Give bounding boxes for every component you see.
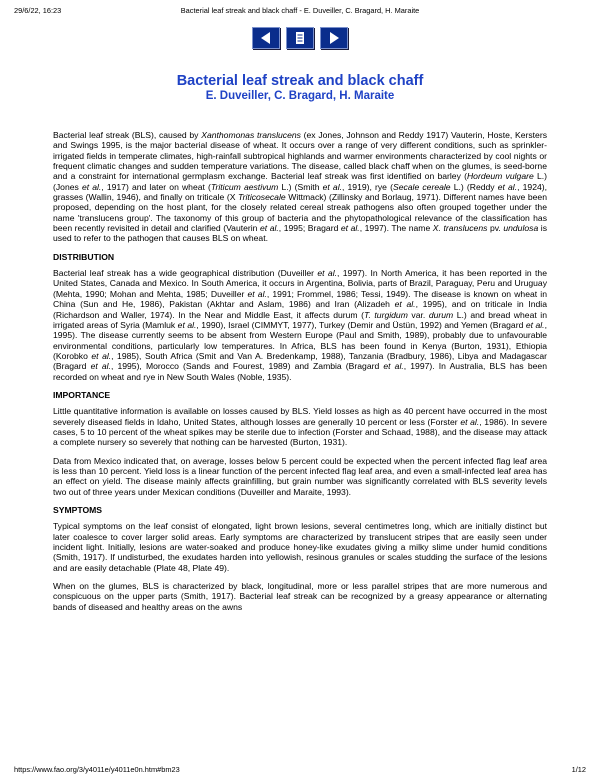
italic-term: Triticum aestivum [210,181,279,192]
section-heading-importance: IMPORTANCE [53,389,111,400]
print-header [14,6,586,18]
section-heading-distribution: DISTRIBUTION [53,251,115,262]
italic-term: Secale cereale [392,181,451,192]
italic-term: Xanthomonas translucens [201,130,301,140]
italic-term: et al. [497,181,518,192]
contents-icon [287,28,313,48]
italic-term: et al. [525,319,545,330]
print-footer [14,765,586,777]
section-heading-symptoms: SYMPTOMS [53,505,103,515]
italic-term: et al. [340,223,360,234]
article-title: Bacterial leaf streak and black chaff [176,73,424,89]
italic-term: et al. [383,361,404,372]
italic-term: et al. [322,181,342,192]
article-authors: E. Duveiller, C. Bragard, H. Maraite [205,90,395,102]
italic-term: T. turgidum [364,309,408,320]
italic-term: X. translucens [432,223,488,234]
left-arrow-icon [253,28,279,48]
italic-term: durum [428,309,454,320]
page-url: https://www.fao.org/3/y4011e/y4011e0n.htm#bm23 [14,765,180,774]
right-arrow-icon [321,28,347,48]
page-number: 1/12 [571,765,586,774]
symptoms-paragraph-2: When on the glumes, BLS is characterized by black, longitudinal, more or less parallel stripes that are more numerous and conspicuous on the upper parts (Smith, 1917). Bacterial leaf streak can be recognized by a greasy appearance or alternating bands of diseased and healthy areas on the awns [53,581,547,612]
symptoms-paragraph-1: Typical symptoms on the leaf consist of elongated, light brown lesions, several centimetres long, which are initially distinct but later coalesce to cover larger solid areas. Early symptoms are characterized by translucent stripes that are easily seen under incident light. Initially, lesions are water-soaked and produce honey-like exudates giving a milky slime under humid conditions (Smith, 1917). If undisturbed, the exudates harden into yellowish, resinous granules or scales studding the surface of the lesions and are easily detachable (Plate 48, Plate 49). [53,521,547,573]
importance-paragraph-1: Little quantitative information is available on losses caused by BLS. Yield losses as high as 40 percent have occurred in the most severely diseased fields in Idaho, United States, although losses are generally 10 percent or less (Forster et al., 1986). In severe cases, 5 to 10 percent of the wheat spikes may be sterile due to infection (Forster and Schaad, 1988), and the disease may attack a complete nursery so severely that nothing can be harvested (Burton, 1931). [53,406,547,448]
italic-term: et al. [317,268,338,279]
navigation-bar [0,27,600,49]
italic-term: et al. [90,361,111,372]
italic-term: undulosa [503,223,539,234]
italic-term: et al. [91,350,112,361]
article-body [53,130,547,620]
importance-paragraph-2: Data from Mexico indicated that, on average, losses below 5 percent could be expected when the percent infected flag leaf area is less than 10 percent. Yield loss is a linear function of the percent infected flag leaf area, and even a small-infected leaf area has an effect on yield. The disease mainly affects grainfilling, but grain number was significantly correlated with BLS severity levels two out of three years under Mexican conditions (Duveiller and Maraite, 1993). [53,455,547,497]
italic-term: et al. [260,223,279,234]
italic-term: et al. [394,299,416,310]
italic-term: et al. [460,416,480,427]
next-page-button[interactable] [320,27,348,49]
italic-term: et al. [177,319,197,330]
intro-paragraph: Bacterial leaf streak (BLS), caused by Xanthomonas translucens (ex Jones, Johnson and Reddy 1917) Vauterin, Hoste, Kersters and Swings 1995, is the major bacterial disease of wheat. It occurs over a range of very different conditions, such as sprinkler-irrigated fields in temperate climates, high-rainfall subtropical highlands and warmer environments characterized by cool nights or frequent climatic changes and sudden temperature variations. The disease, called black chaff when on the glumes, is seed-borne and a constraint for international germplasm exchange. Bacterial leaf streak was first identified on barley (Hordeum vulgare L.) (Jones et al., 1917) and later on wheat (Triticum aestivum L.) (Smith et al., 1919), rye (Secale cereale L.) (Reddy et al., 1924), grasses (Wallin, 1946), and finally on triticale (X Triticosecale Wittmack) (Zillinsky and Borlaug, 1971). Different names have been proposed, depending on the host plant, for the closely related cereal streak pathogens also often grouped together under the name 'translucens group'. The taxonomy of this group of bacteria and the phytopathological relevance of the classification has been recently revisited in detail and clarified (Vauterin et al., 1995; Bragard et al., 1997). The name X. translucens pv. undulosa is used to refer to the pathogen that causes BLS on wheat. [53,130,547,244]
print-page-title: Bacterial leaf streak and black chaff - E. Duveiller, C. Bragard, H. Maraite [180,6,420,15]
italic-term: et al. [247,288,267,299]
distribution-paragraph: Bacterial leaf streak has a wide geographical distribution (Duveiller et al., 1997). In North America, it has been reported in the United States, Canada and Mexico. In South America, it occurs in Argentina, Bolivia, parts of Brazil, Paraguay, Peru and Uruguay (Mehta, 1990; Mohan and Mehta, 1985; Duveiller et al., 1991; Frommel, 1986; Tessi, 1949). The disease is known on wheat in China (Sun and He, 1986), Pakistan (Akhtar and Aslam, 1986) and Iran (Alizadeh et al., 1995), and on triticale in India (Richardson and Waller, 1974). In the Near and Middle East, it affects durum (T. turgidum var. durum L.) and bread wheat in irrigated areas of Syria (Mamluk et al., 1990), Israel (CIMMYT, 1977), Turkey (Demir and Üstün, 1992) and Yemen (Bragard et al., 1995). The disease currently seems to be absent from Western Europe (Paul and Smith, 1989), probably due to unfavourable environmental conditions, particularly low temperatures. In Africa, BLS has been found in Kenya (Burton, 1931), Ethiopia (Korobko et al., 1985), South Africa (Smit and Van A. Bredenkamp, 1988), Tanzania (Bradbury, 1986), Libya and Madagascar (Bragard et al., 1995), Morocco (Sands and Fourest, 1989) and Zambia (Bragard et al., 1997). In Australia, BLS has been recorded on wheat and rye in New South Wales (Noble, 1935). [53,268,547,382]
italic-term: Hordeum vulgare [466,171,534,182]
table-of-contents-button[interactable] [286,27,314,49]
previous-page-button[interactable] [252,27,280,49]
italic-term: Triticosecale [238,192,286,203]
italic-term: et al. [81,181,102,192]
print-datetime: 29/6/22, 16:23 [14,6,62,15]
